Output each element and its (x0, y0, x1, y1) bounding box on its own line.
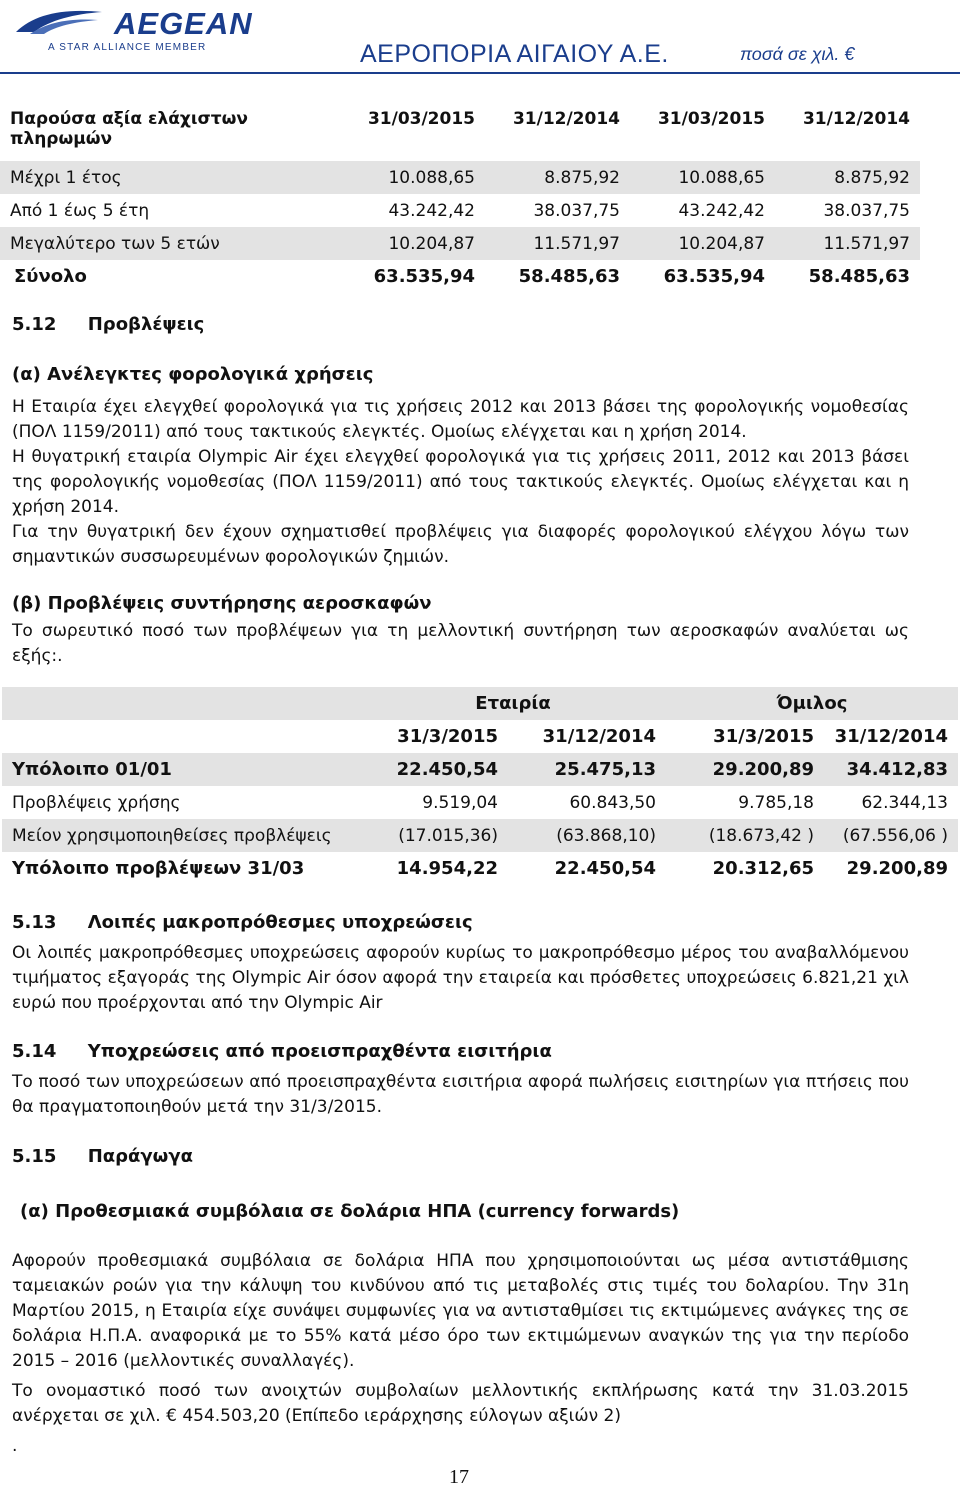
cell-value: (67.556,06 ) (824, 819, 958, 852)
table-header-row (0, 103, 920, 161)
cell-value: 8.875,92 (485, 161, 630, 194)
cell-value: 11.571,97 (775, 227, 920, 260)
row-label: Από 1 έως 5 έτη (10, 200, 150, 221)
cell-value: 58.485,63 (518, 266, 620, 287)
row-label: Μέχρι 1 έτος (0, 161, 350, 194)
table-group-header-row (2, 687, 958, 720)
table-header-date: 31/03/2015 (367, 109, 475, 129)
paragraph: Οι λοιπές μακροπρόθεσμες υποχρεώσεις αφορούν κυρίως το μακροπρόθεσμο μέρος του αναβαλλόμενου τιμήματος εξαγοράς της Olympic Air όσον αφορά την εταιρεία και πρόσθετες υποχρεώσεις 6.821,21 χιλ ευρώ που προέρχονται από την Olympic Air (12, 943, 909, 1013)
paragraph: Το ονομαστικό ποσό των ανοιχτών συμβολαίων μελλοντικής εκπλήρωσης κατά την 31.03.2015 ανέρχεται σε χιλ. € 454.503,20 (Επίπεδο ιεράρχησης εύλογων αξιών 2) (12, 1381, 909, 1426)
logo-subtitle: A STAR ALLIANCE MEMBER (48, 42, 207, 53)
row-label: Υπόλοιπο 01/01 (2, 753, 360, 786)
paragraph: Το ποσό των υποχρεώσεων από προεισπραχθέντα εισιτήρια αφορά πωλήσεις εισιτηρίων για πτήσεις που θα πραγματοποιηθούν μετά την 31/3/2015. (12, 1072, 909, 1117)
table-row (0, 161, 920, 194)
cell-value: 22.450,54 (360, 753, 508, 786)
cell-value: 29.200,89 (666, 753, 824, 786)
cell-value: (63.868,10) (508, 819, 666, 852)
paragraph: Για την θυγατρική δεν έχουν σχηματισθεί προβλέψεις για διαφορές φορολογικού ελέγχου λόγω των σημαντικών συσσωρευμένων φορολογικών ζημιών. (12, 522, 909, 567)
table-row (2, 753, 958, 786)
row-label: Μεγαλύτερο των 5 ετών (0, 227, 350, 260)
lease-payments-table (0, 103, 920, 293)
cell-value: 9.785,18 (738, 792, 814, 813)
cell-value: 11.571,97 (485, 227, 630, 260)
cell-value: 14.954,22 (396, 858, 498, 879)
table-row (0, 227, 920, 260)
cell-value: 34.412,83 (824, 753, 958, 786)
row-label: Μείον χρησιμοποιηθείσες προβλέψεις (2, 819, 360, 852)
table-header-date: 31/3/2015 (397, 726, 498, 747)
cell-value: 29.200,89 (846, 858, 948, 879)
group-header-group: Όμιλος (666, 687, 958, 720)
trailing-dot: . (12, 1436, 18, 1456)
table-header-date: 31/12/2014 (542, 726, 656, 747)
group-header-company: Εταιρία (360, 687, 666, 720)
cell-value: 8.875,92 (775, 161, 920, 194)
page-number: 17 (449, 1466, 469, 1488)
table-header-date: 31/12/2014 (834, 726, 948, 747)
page-header (0, 0, 960, 80)
table-header-date: 31/12/2014 (802, 109, 910, 129)
subheading-currency-forwards: (α) Προθεσμιακά συμβόλαια σε δολάρια ΗΠΑ (currency forwards) (20, 1201, 680, 1222)
cell-value: 9.519,04 (422, 792, 498, 813)
cell-value: 20.312,65 (712, 858, 814, 879)
section-heading-5-15: 5.15 Παράγωγα (12, 1146, 193, 1167)
cell-value: 63.535,94 (373, 266, 475, 287)
table-row (2, 786, 958, 819)
cell-value: (18.673,42 ) (666, 819, 824, 852)
row-label: Σύνολο (14, 266, 87, 287)
cell-value: 38.037,75 (823, 200, 910, 221)
amount-unit: ποσά σε χιλ. € (740, 44, 855, 64)
cell-value: 43.242,42 (678, 200, 765, 221)
table-header-date: 31/03/2015 (657, 109, 765, 129)
paragraph: Η Εταιρία έχει ελεγχθεί φορολογικά για τις χρήσεις 2012 και 2013 βάσει της φορολογικής νομοθεσίας (ΠΟΛ 1159/2011) από τους τακτικούς ελεγκτές. Ομοίως ελέγχεται και η χρήση 2014. (12, 397, 909, 442)
table-total-row (0, 260, 920, 293)
table-row (2, 819, 958, 852)
cell-value: 60.843,50 (569, 792, 656, 813)
section-heading-5-13: 5.13 Λοιπές μακροπρόθεσμες υποχρεώσεις (12, 912, 473, 933)
cell-value: 38.037,75 (533, 200, 620, 221)
cell-value: 22.450,54 (554, 858, 656, 879)
paragraph: Αφορούν προθεσμιακά συμβόλαια σε δολάρια ΗΠΑ που χρησιμοποιούνται ως μέσα αντιστάθμισης ταμειακών ροών για την κάλυψη του κινδύνου από τις μεταβολές στις τιμές του δολαρίου. Την 31η Μαρτίου 2015, η Εταιρία είχε συνάψει συμφωνίες για να αντισταθμίσει τις εκτιμώμενες ανάγκες της σε δολάρια Η.Π.Α. αναφορικά με το 55% κατά μέσο όρο των εκτιμώμενων αναγκών της για την περίοδο 2015 – 2016 (μελλοντικές συναλλαγές). (12, 1251, 909, 1371)
cell-value: 63.535,94 (663, 266, 765, 287)
cell-value: 10.088,65 (630, 161, 775, 194)
table-row (0, 194, 920, 227)
header-divider (0, 72, 960, 74)
aegean-logo (14, 6, 274, 54)
cell-value: 43.242,42 (388, 200, 475, 221)
paragraph: Η θυγατρική εταιρία Olympic Air έχει ελεγχθεί φορολογικά για τις χρήσεις 2011, 2012 και 2013 βάσει της φορολογικής νομοθεσίας (ΠΟΛ 1159/2011) από τους τακτικούς ελεγκτές. Ομοίως ελέγχεται και η χρήση 2014. (12, 447, 909, 517)
section-heading-5-12: 5.12 Προβλέψεις (12, 314, 205, 335)
company-title: ΑΕΡΟΠΟΡΙΑ ΑΙΓΑΙΟΥ Α.Ε. (360, 40, 669, 68)
table-header-label: Παρούσα αξία ελάχιστων πληρωμών (10, 109, 248, 149)
logo-word: AEGEAN (114, 6, 253, 41)
cell-value: (17.015,36) (360, 819, 508, 852)
maintenance-provisions-table (2, 687, 958, 885)
subheading-aircraft-maintenance: (β) Προβλέψεις συντήρησης αεροσκαφών (12, 593, 432, 614)
table-header-date: 31/3/2015 (713, 726, 814, 747)
cell-value: 25.475,13 (508, 753, 666, 786)
row-label: Προβλέψεις χρήσης (12, 792, 181, 813)
table-header-row (2, 720, 958, 753)
aegean-swoosh-icon (14, 8, 104, 38)
cell-value: 10.204,87 (630, 227, 775, 260)
cell-value: 58.485,63 (808, 266, 910, 287)
cell-value: 10.204,87 (350, 227, 485, 260)
table-total-row (2, 852, 958, 885)
table-header-date: 31/12/2014 (512, 109, 620, 129)
cell-value: 62.344,13 (861, 792, 948, 813)
cell-value: 10.088,65 (350, 161, 485, 194)
paragraph: Το σωρευτικό ποσό των προβλέψεων για τη μελλοντική συντήρηση των αεροσκαφών αναλύεται ως εξής:. (12, 621, 909, 666)
row-label: Υπόλοιπο προβλέψεων 31/03 (12, 858, 305, 879)
section-heading-5-14: 5.14 Υποχρεώσεις από προεισπραχθέντα εισιτήρια (12, 1041, 552, 1062)
subheading-unaudited-years: (α) Ανέλεγκτες φορολογικά χρήσεις (12, 364, 374, 385)
